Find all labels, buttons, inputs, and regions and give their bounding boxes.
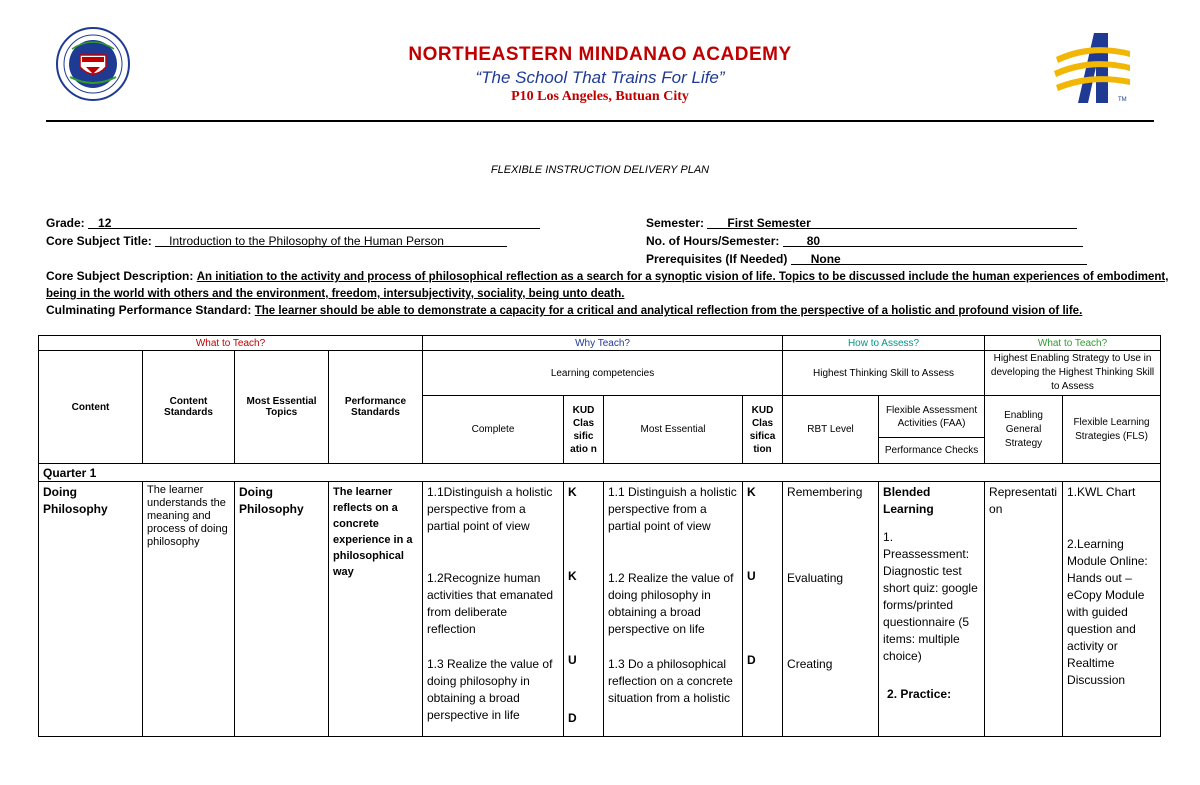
row-content: Doing Philosophy bbox=[39, 482, 143, 737]
logo-trademark: TM bbox=[1118, 97, 1127, 103]
most-essential-item-2: 1.2 Realize the value of doing philosophy in obtaining a broad perspective on life bbox=[608, 571, 734, 636]
hours-field bbox=[646, 234, 1083, 248]
semester-label: Semester: bbox=[646, 216, 705, 230]
faa-title: Blended Learning bbox=[883, 485, 934, 516]
hours-label: No. of Hours/Semester: bbox=[646, 234, 780, 248]
kud1-item-4: D bbox=[568, 711, 577, 725]
kud1-item-2: K bbox=[568, 569, 577, 583]
col-learning-competencies: Learning competencies bbox=[423, 351, 783, 396]
school-address: P10 Los Angeles, Butuan City bbox=[511, 89, 689, 104]
grade-value: 12 bbox=[98, 216, 112, 230]
col-rbt-level: RBT Level bbox=[783, 396, 879, 464]
group-how-to-assess: How to Assess? bbox=[783, 336, 985, 351]
semester-field bbox=[646, 216, 1077, 230]
col-complete: Complete bbox=[423, 396, 564, 464]
grade-field bbox=[46, 216, 540, 230]
core-title-field bbox=[46, 234, 507, 248]
col-fls: Flexible Learning Strategies (FLS) bbox=[1063, 396, 1161, 464]
col-most-essential: Most Essential bbox=[604, 396, 743, 464]
col-content-standards: Content Standards bbox=[143, 351, 235, 464]
rbt-item-1: Remembering bbox=[787, 485, 863, 499]
row-complete bbox=[423, 482, 564, 737]
complete-item-3: 1.3 Realize the value of doing philosophy in obtaining a broad perspective in life bbox=[427, 657, 553, 722]
col-content: Content bbox=[39, 351, 143, 464]
col-essential-topics: Most Essential Topics bbox=[235, 351, 329, 464]
row-fls bbox=[1063, 482, 1161, 737]
complete-item-2: 1.2Recognize human activities that emanated from deliberate reflection bbox=[427, 571, 554, 636]
col-highest-thinking: Highest Thinking Skill to Assess bbox=[783, 351, 985, 396]
kud1-item-1: K bbox=[568, 485, 577, 499]
kud2-item-2: U bbox=[747, 569, 756, 583]
fls-item-2: 2.Learning Module Online: Hands out – eCopy Module with guided question and activity or Realtime Discussion bbox=[1067, 537, 1148, 687]
table-row bbox=[39, 482, 1161, 737]
col-faa: Flexible Assessment Activities (FAA) bbox=[879, 396, 985, 438]
semester-value: First Semester bbox=[727, 216, 811, 230]
col-performance-standards: Performance Standards bbox=[329, 351, 423, 464]
hours-value: 80 bbox=[806, 234, 821, 248]
group-what-to-teach-2: What to Teach? bbox=[985, 336, 1161, 351]
row-faa bbox=[879, 482, 985, 737]
rbt-item-3: Creating bbox=[787, 657, 833, 671]
core-description-cont bbox=[46, 286, 624, 300]
most-essential-item-1: 1.1 Distinguish a holistic perspective from a partial point of view bbox=[608, 485, 737, 533]
prereq-field bbox=[646, 252, 1087, 266]
performance-value: The learner should be able to demonstrate a capacity for a critical and analytical reflection from the perspective of a holistic and profound vision of life. bbox=[254, 305, 1083, 317]
kud1-item-3: U bbox=[568, 653, 577, 667]
row-content-standard: The learner understands the meaning and process of doing philosophy bbox=[143, 482, 235, 737]
faa-item-2: 2. Practice: bbox=[887, 687, 952, 701]
performance-label: Culminating Performance Standard: bbox=[46, 303, 252, 317]
description-label: Core Subject Description: bbox=[46, 269, 194, 283]
row-essential-topic: Doing Philosophy bbox=[235, 482, 329, 737]
col-kud-2: KUD Clas sifica tion bbox=[743, 396, 783, 464]
row-rbt bbox=[783, 482, 879, 737]
complete-item-1: 1.1Distinguish a holistic perspective from a partial point of view bbox=[427, 485, 553, 533]
col-highest-enabling: Highest Enabling Strategy to Use in developing the Highest Thinking Skill to Assess bbox=[985, 351, 1161, 396]
prereq-value: None bbox=[810, 252, 841, 266]
core-title-value: Introduction to the Philosophy of the Human Person bbox=[169, 234, 444, 248]
description-line2: being in the world with others and the environment, freedom, intersubjectivity, sociality, being unto death. bbox=[46, 288, 625, 300]
kud2-item-1: K bbox=[747, 485, 756, 499]
row-performance-standard: The learner reflects on a concrete experience in a philosophical way bbox=[329, 482, 423, 737]
plan-title: FLEXIBLE INSTRUCTION DELIVERY PLAN bbox=[490, 164, 710, 176]
row-kud-1 bbox=[564, 482, 604, 737]
row-enabling: Representation bbox=[985, 482, 1063, 737]
col-performance-checks: Performance Checks bbox=[879, 438, 985, 464]
group-what-to-teach: What to Teach? bbox=[39, 336, 423, 351]
col-enabling-general: Enabling General Strategy bbox=[985, 396, 1063, 464]
faa-item-1: 1. Preassessment: Diagnostic test short quiz: google forms/printed questionnaire (5 items: multiple choice) bbox=[883, 530, 978, 663]
kud2-item-3: D bbox=[747, 653, 756, 667]
fls-item-1: 1.KWL Chart bbox=[1067, 485, 1136, 499]
grade-label: Grade: bbox=[46, 216, 85, 230]
row-kud-2 bbox=[743, 482, 783, 737]
culminating-standard bbox=[46, 303, 1082, 317]
core-description bbox=[46, 269, 1168, 283]
row-most-essential bbox=[604, 482, 743, 737]
core-title-label: Core Subject Title: bbox=[46, 234, 152, 248]
school-motto: “The School That Trains For Life” bbox=[475, 68, 725, 87]
plan-table bbox=[38, 335, 1161, 737]
col-kud-1: KUD Clas sific atio n bbox=[564, 396, 604, 464]
header-divider bbox=[46, 120, 1154, 122]
group-why-teach: Why Teach? bbox=[423, 336, 783, 351]
quarter-label: Quarter 1 bbox=[39, 464, 1161, 482]
description-line1: An initiation to the activity and process of philosophical reflection as a search for a synoptic vision of life. Topics to be discussed include the human experiences of embodiment, bbox=[196, 271, 1169, 283]
school-name: NORTHEASTERN MINDANAO ACADEMY bbox=[408, 44, 792, 65]
most-essential-item-3: 1.3 Do a philosophical reflection on a concrete situation from a holistic bbox=[608, 657, 733, 705]
prereq-label: Prerequisites (If Needed) bbox=[646, 252, 788, 266]
rbt-item-2: Evaluating bbox=[787, 571, 844, 585]
